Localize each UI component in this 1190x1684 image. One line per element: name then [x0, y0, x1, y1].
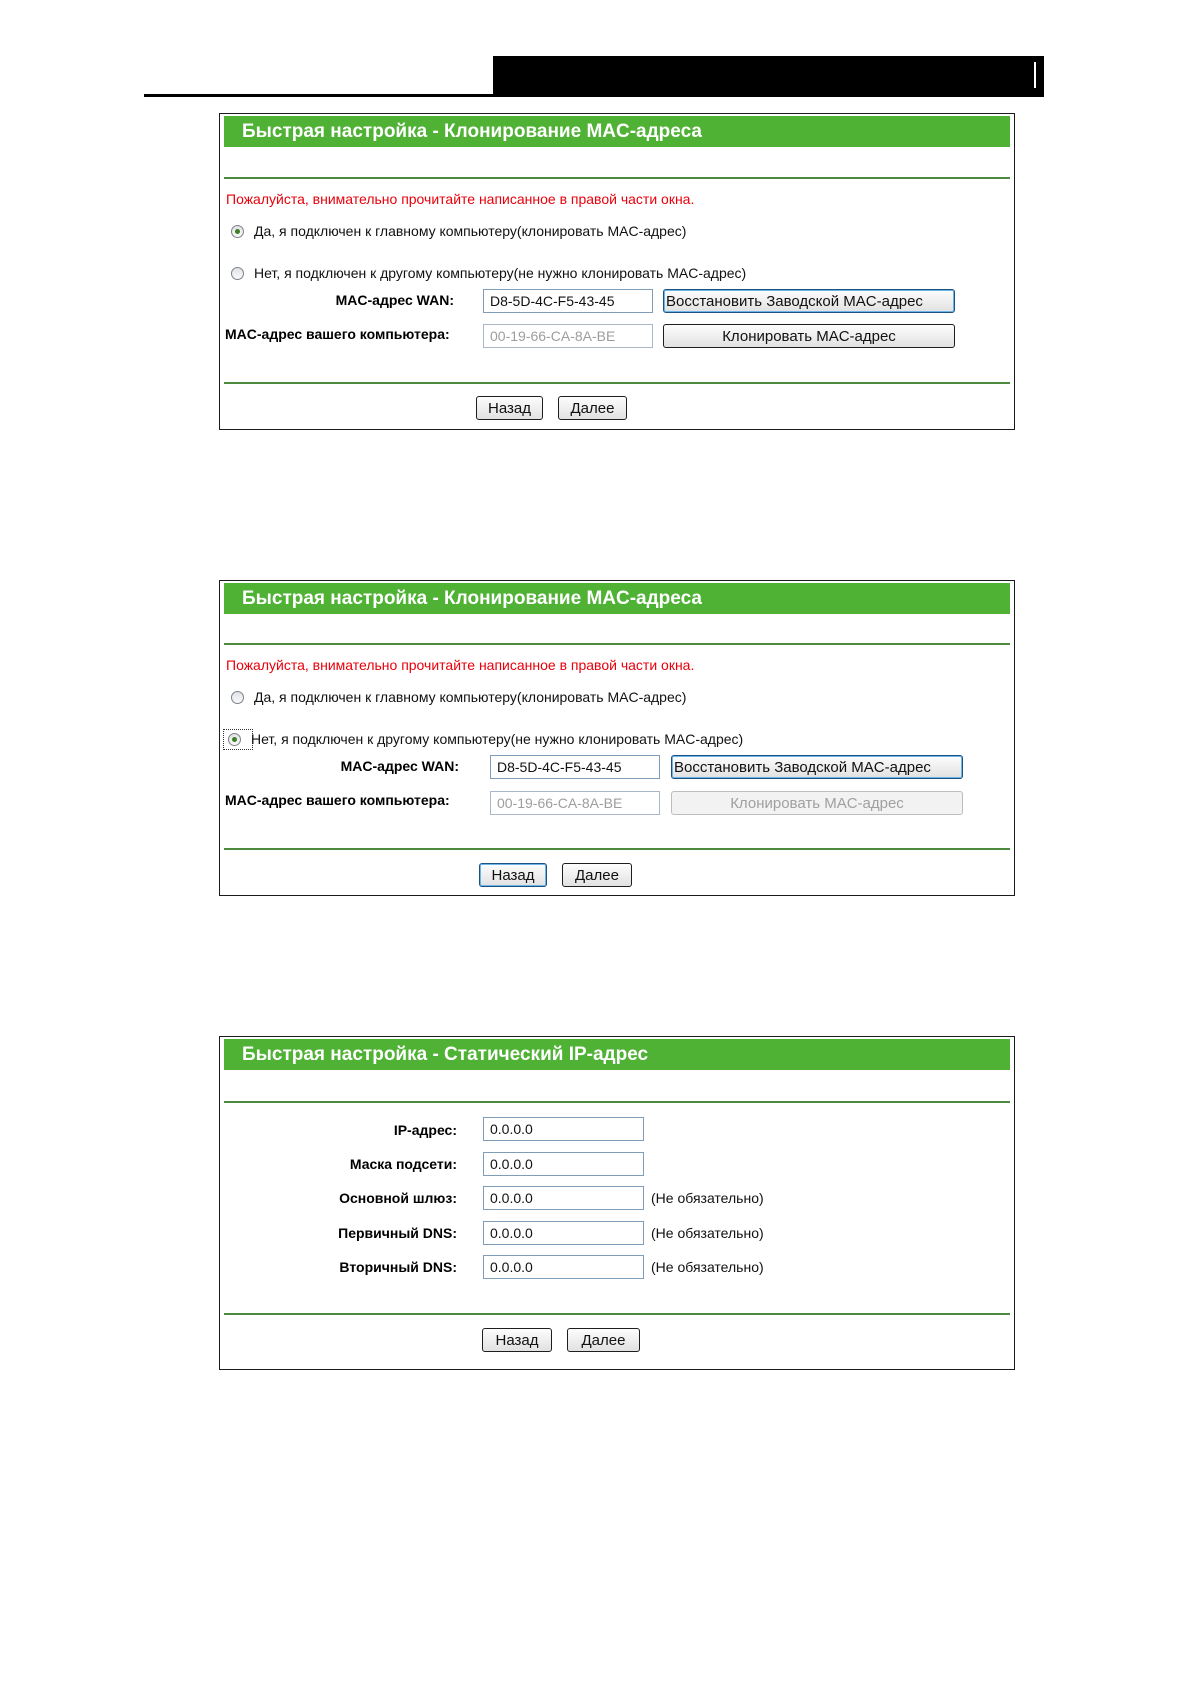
restore-factory-mac-button[interactable]: Восстановить Заводской MAC-адрес — [671, 755, 963, 779]
radio-button-yes[interactable] — [231, 225, 244, 238]
warning-text: Пожалуйста, внимательно прочитайте написанное в правой части окна. — [226, 657, 695, 673]
panel-header — [224, 116, 1010, 147]
wan-mac-label: MAC-адрес WAN: — [335, 292, 454, 308]
panel-header — [224, 1039, 1010, 1070]
clone-mac-button[interactable]: Клонировать MAC-адрес — [663, 324, 955, 348]
option-no-label[interactable]: Нет, я подключен к другому компьютеру(не нужно клонировать MAC-адрес) — [254, 265, 747, 281]
clone-mac-button[interactable]: Клонировать MAC-адрес — [671, 791, 963, 815]
pc-mac-input[interactable] — [483, 324, 653, 348]
secondary-dns-label: Вторичный DNS: — [339, 1259, 457, 1275]
header-tick — [1034, 62, 1036, 88]
ip-address-label: IP-адрес: — [393, 1122, 457, 1138]
panel-mac-clone-b — [219, 580, 1015, 896]
option-yes-label[interactable]: Да, я подключен к главному компьютеру(клонировать MAC-адрес) — [254, 689, 687, 705]
pc-mac-label: MAC-адрес вашего компьютера: — [225, 792, 450, 808]
option-yes-row[interactable] — [228, 686, 686, 708]
primary-dns-label: Первичный DNS: — [338, 1225, 457, 1241]
panel-title: Быстрая настройка - Статический IP-адрес — [242, 1044, 649, 1065]
divider — [224, 382, 1010, 384]
back-button[interactable]: Назад — [476, 396, 543, 420]
option-yes-row[interactable] — [228, 220, 686, 242]
primary-dns-input[interactable] — [483, 1221, 644, 1245]
optional-note: (Не обязательно) — [651, 1225, 764, 1241]
option-no-label[interactable]: Нет, я подключен к другому компьютеру(не нужно клонировать MAC-адрес) — [251, 731, 744, 747]
wan-mac-input[interactable] — [490, 755, 660, 779]
back-button[interactable]: Назад — [479, 863, 547, 887]
option-no-row[interactable] — [228, 262, 746, 284]
pc-mac-label: MAC-адрес вашего компьютера: — [225, 326, 450, 342]
subnet-mask-input[interactable] — [483, 1152, 644, 1176]
restore-factory-mac-button[interactable]: Восстановить Заводской MAC-адрес — [663, 289, 955, 313]
subnet-mask-label: Маска подсети: — [349, 1156, 457, 1172]
pc-mac-input[interactable] — [490, 791, 660, 815]
divider — [224, 1313, 1010, 1315]
panel-title: Быстрая настройка - Клонирование MAC-адреса — [242, 121, 702, 142]
default-gateway-label: Основной шлюз: — [339, 1190, 457, 1206]
radio-button-no[interactable] — [228, 733, 241, 746]
secondary-dns-input[interactable] — [483, 1255, 644, 1279]
panel-header — [224, 583, 1010, 614]
divider — [224, 177, 1010, 179]
option-no-row[interactable] — [225, 728, 743, 750]
option-yes-label[interactable]: Да, я подключен к главному компьютеру(клонировать MAC-адрес) — [254, 223, 687, 239]
radio-button-yes[interactable] — [231, 691, 244, 704]
wan-mac-label: MAC-адрес WAN: — [340, 758, 459, 774]
next-button[interactable]: Далее — [562, 863, 632, 887]
panel-mac-clone-a — [219, 113, 1015, 430]
default-gateway-input[interactable] — [483, 1186, 644, 1210]
panel-title: Быстрая настройка - Клонирование MAC-адреса — [242, 588, 702, 609]
optional-note: (Не обязательно) — [651, 1190, 764, 1206]
back-button[interactable]: Назад — [482, 1328, 552, 1352]
radio-focus-ring — [225, 731, 251, 748]
wan-mac-input[interactable] — [483, 289, 653, 313]
header-rule — [144, 94, 1044, 97]
header-band — [493, 56, 1044, 94]
radio-button-no[interactable] — [231, 267, 244, 280]
optional-note: (Не обязательно) — [651, 1259, 764, 1275]
next-button[interactable]: Далее — [558, 396, 627, 420]
next-button[interactable]: Далее — [567, 1328, 640, 1352]
warning-text: Пожалуйста, внимательно прочитайте написанное в правой части окна. — [226, 191, 695, 207]
divider — [224, 848, 1010, 850]
panel-static-ip — [219, 1036, 1015, 1370]
divider — [224, 643, 1010, 645]
divider — [224, 1101, 1010, 1103]
ip-address-input[interactable] — [483, 1117, 644, 1141]
page-header — [144, 56, 1044, 98]
